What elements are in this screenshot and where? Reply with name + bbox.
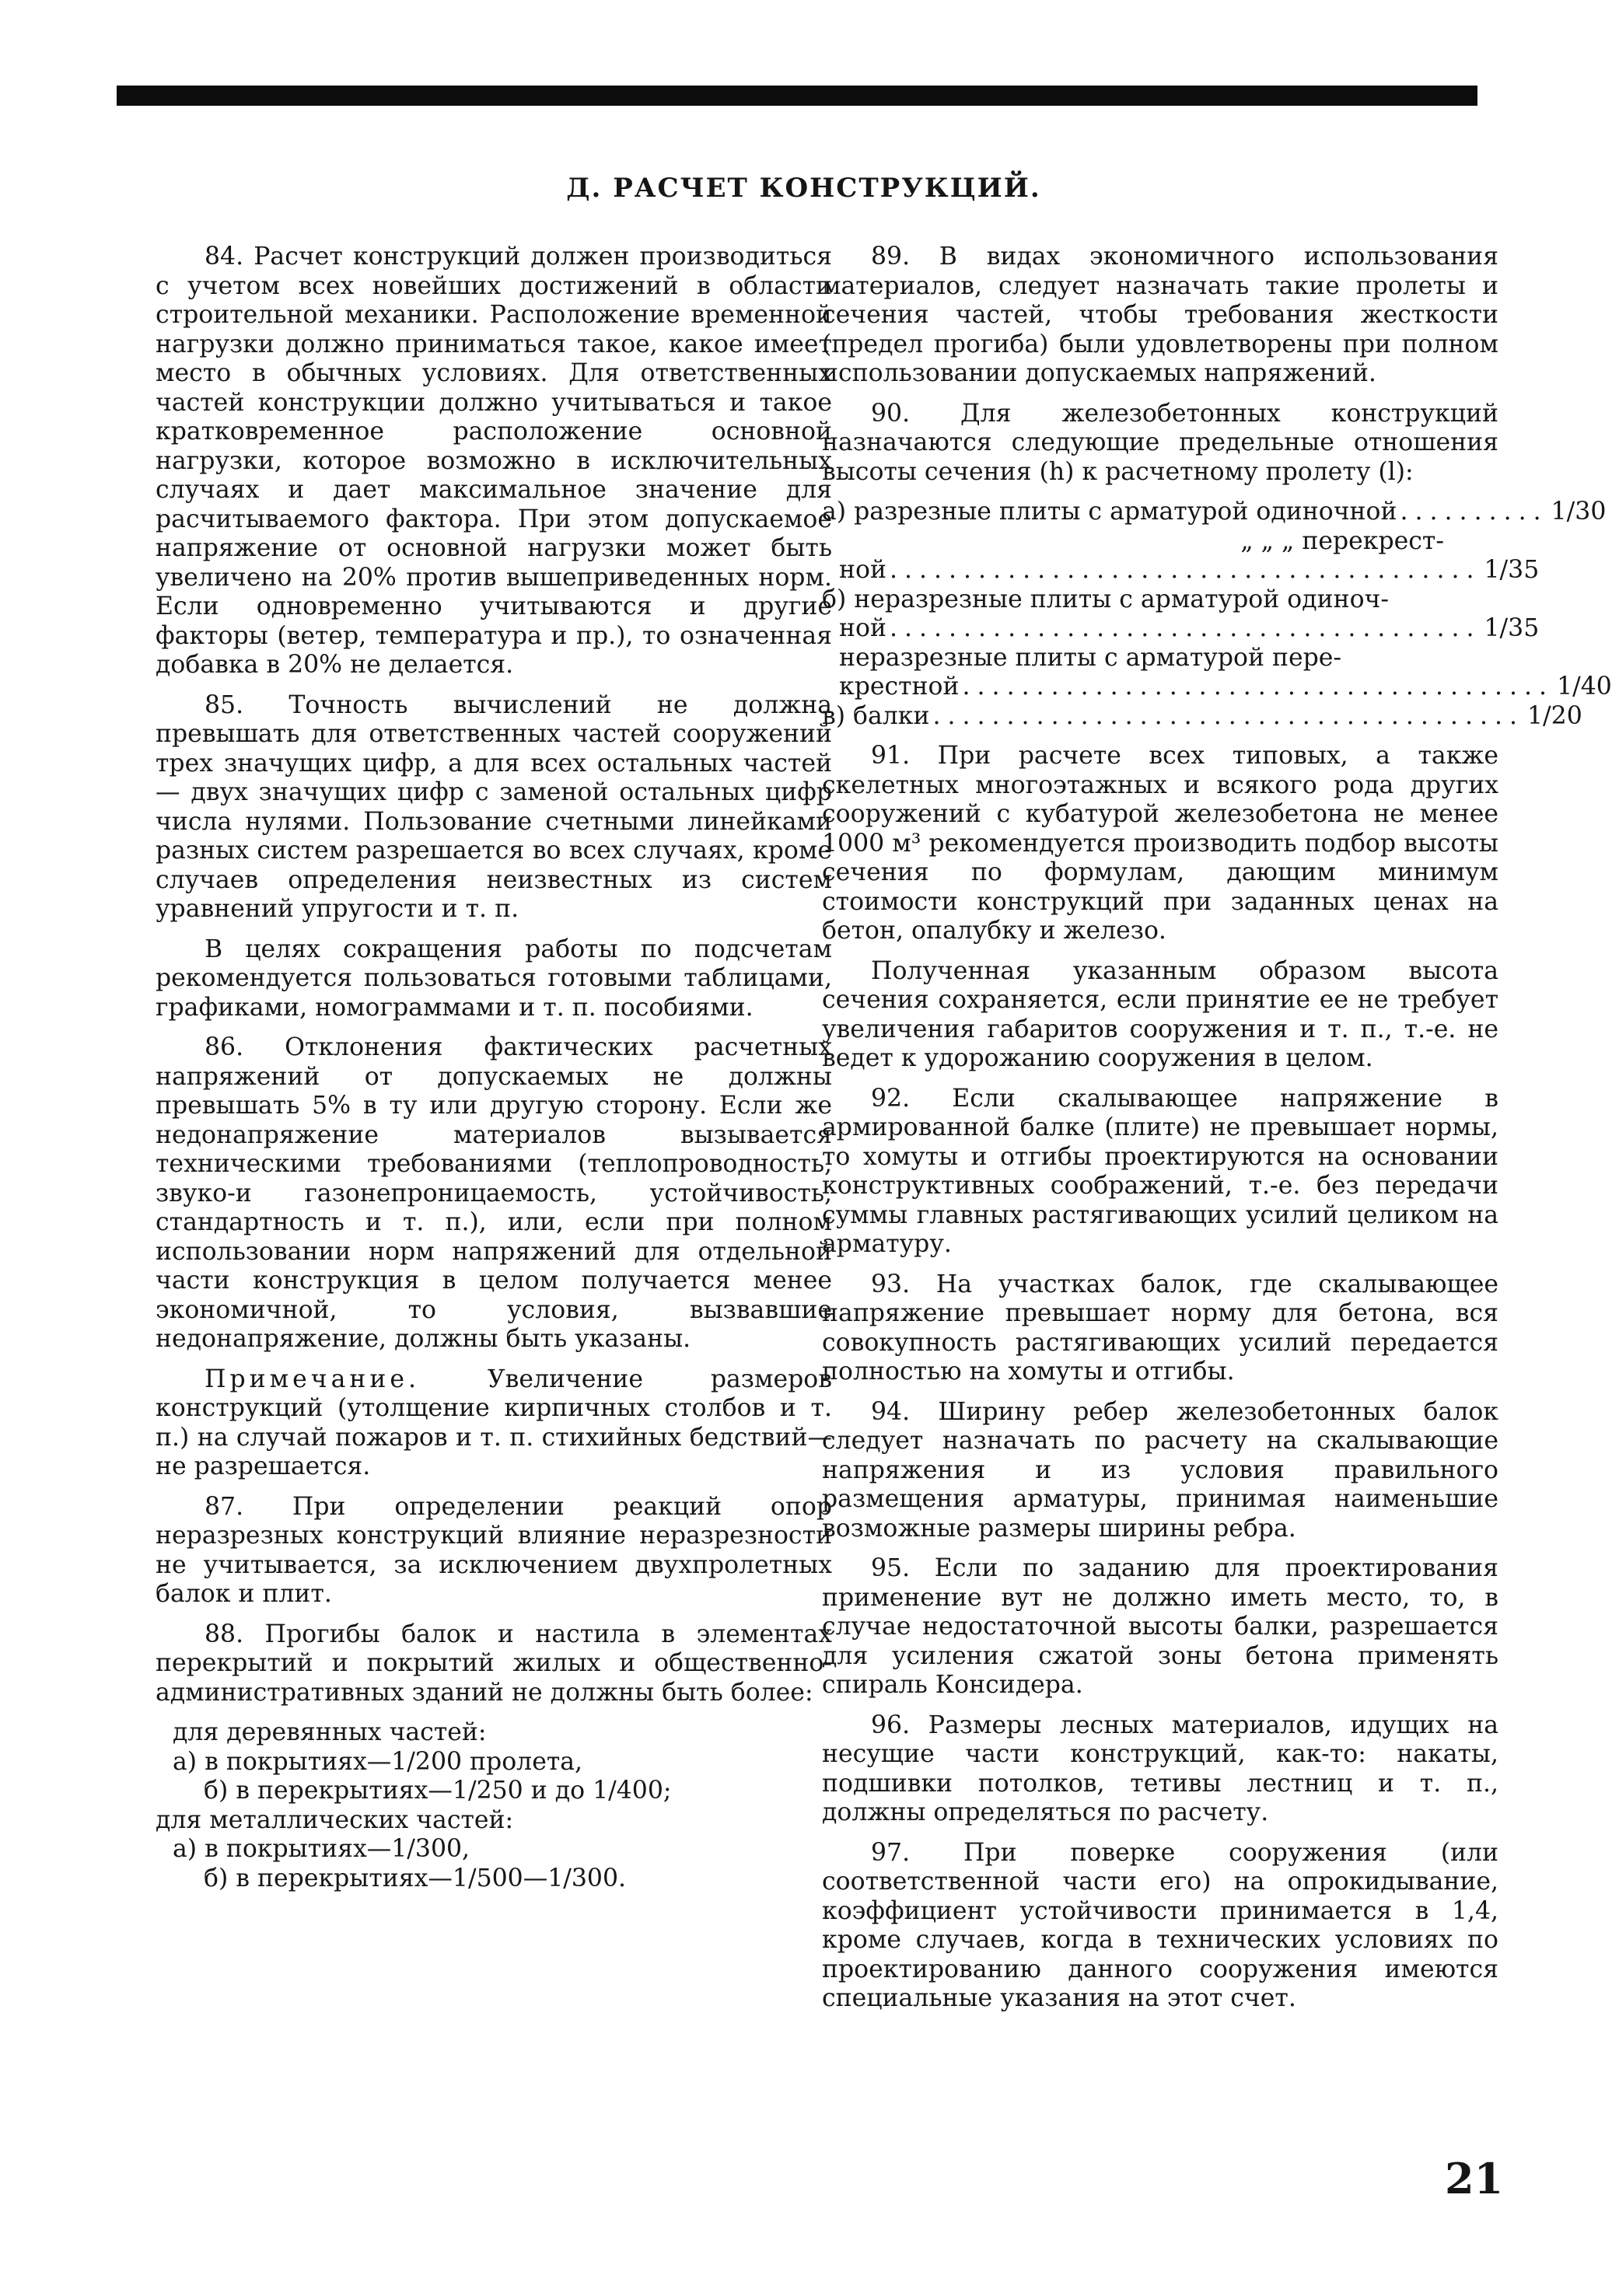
section-title: Д. РАСЧЕТ КОНСТРУКЦИЙ.: [566, 173, 1041, 204]
right-column: [822, 243, 1612, 2025]
dot-leader: ..........: [1400, 498, 1548, 526]
paragraph-93: 93. На участках балок, где скалывающее напряжение превышает норму для бетона, вся совокупность растягивающих усилий передается полностью на хомуты и отгибы.: [822, 1270, 1498, 1386]
top-rule: [117, 86, 1477, 106]
paragraph-88: 88. Прогибы балок и настила в элементах перекрытий и покрытий жилых и общественно-административных зданий не должны быть более:: [156, 1620, 832, 1707]
paragraph-94: 94. Ширину ребер железобетонных балок следует назначать по расчету на скалывающие напряжения и из условия правильного размещения арматуры, принимая наименьшие возможные размеры ширины ребра.: [822, 1397, 1498, 1543]
dot-leader: ........................................: [962, 673, 1554, 701]
paragraph-84: 84. Расчет конструкций должен производиться с учетом всех новейших достижений в области строительной механики. Расположение временной нагрузки должно приниматься такое, какое имеет место в обычных условиях. Для ответственных частей конструкции должно учитываться и такое кратковременное расположение основной нагрузки, которое возможно в исключительных случаях и дает максимальное значение для расчитываемого фактора. При этом допускаемое напряжение от основной нагрузки может быть увеличено на 20% против вышеприведенных норм. Если одновременно учитываются и другие факторы (ветер, температура и пр.), то означенная добавка в 20% не делается.: [156, 243, 832, 679]
dot-leader: ........................................: [889, 614, 1481, 642]
paragraph-92: 92. Если скалывающее напряжение в армированной балке (плите) не превышает нормы, то хомуты и отгибы проектируются на основании конструктивных соображений, т.-е. без передачи суммы главных растягивающих усилий целиком на арматуру.: [822, 1084, 1498, 1258]
wood-heading: для деревянных частей:: [173, 1718, 487, 1746]
span-ratio-label: ной: [839, 614, 886, 642]
wood-item-a: а) в покрытиях—1/200 пролета,: [173, 1747, 583, 1776]
paragraph-85-continued: В целях сокращения работы по подсчетам рекомендуется пользоваться готовыми таблицами, графиками, номограммами и т. п. пособиями.: [156, 935, 832, 1022]
span-ratio-label: ной: [839, 556, 886, 584]
paragraph-95: 95. Если по заданию для проектирования применение вут не должно иметь место, то, в случае недостаточной высоты балки, разрешается для усиления сжатой зоны бетона применять спираль Консидера.: [822, 1554, 1498, 1699]
span-ratio-label: неразрезные плиты с арматурой пере-: [839, 643, 1342, 672]
span-ratio-row: [822, 614, 1540, 644]
dot-leader: ........................................: [889, 556, 1481, 584]
paragraph-97: 97. При поверке сооружения (или соответственной части его) на опрокидывание, коэффициент устойчивости принимается в 1,4, кроме случаев, когда в технических условиях по проектированию данного сооружения имеются специальные указания на этот счет.: [822, 1838, 1498, 2012]
span-ratio-value: 1/35: [1484, 614, 1540, 642]
span-ratio-label: а) разрезные плиты с арматурой одиночной: [822, 498, 1397, 526]
paragraph-91: 91. При расчете всех типовых, а также скелетных многоэтажных и всякого рода других сооружений с кубатурой железобетона не менее 1000 м³ рекомендуется производить подбор высоты сечения по формулам, дающим минимум стоимости конструкций при заданных ценах на бетон, опалубку и железо.: [822, 742, 1498, 945]
span-ratio-row: [822, 498, 1607, 527]
paragraph-90: 90. Для железобетонных конструкций назначаются следующие предельные отношения высоты сечения (h) к расчетному пролету (l):: [822, 399, 1498, 486]
span-ratio-list: [822, 498, 1612, 731]
span-ratio-value: 1/20: [1527, 701, 1582, 730]
note-label: Примечание.: [205, 1365, 421, 1393]
metal-heading: для металлических частей:: [156, 1805, 514, 1834]
span-ratio-row: [822, 673, 1612, 702]
paragraph-85: 85. Точность вычислений не должна превышать для ответственных частей сооружений трех значущих цифр, а для всех остальных частей— двух значущих цифр с заменой остальных цифр числа нулями. Пользование счетными линейками разных систем разрешается во всех случаях, кроме случаев определения неизвестных из систем уравнений упругости и т. п.: [156, 690, 832, 923]
dot-leader: ........................................: [932, 701, 1525, 730]
span-ratio-value: 1/30: [1551, 498, 1607, 526]
left-column: [156, 243, 832, 1904]
metal-item-a: а) в покрытиях—1/300,: [173, 1835, 470, 1863]
page-number: 21: [1445, 2154, 1504, 2203]
paragraph-87: 87. При определении реакций опор неразрезных конструкций влияние неразрезности не учитывается, за исключением двухпролетных балок и плит.: [156, 1492, 832, 1608]
paragraph-96: 96. Размеры лесных материалов, идущих на несущие части конструкций, как-то: накаты, подшивки потолков, тетивы лестниц и т. п., должны определяться по расчету.: [822, 1711, 1498, 1826]
span-ratio-row: [822, 556, 1540, 585]
span-ratio-value: 1/40: [1557, 673, 1612, 701]
span-ratio-label: в) балки: [822, 701, 930, 730]
paragraph-86: 86. Отклонения фактических расчетных напряжений от допускаемых не должны превышать 5% в ту или другую сторону. Если же недонапряжение материалов вызывается техническими требованиями (теплопроводность, звуко-и газонепроницаемость, устойчивость, стандартность и т. п.), или, если при полном использовании норм напряжений для отдельной части конструкция в целом получается менее экономичной, то условия, вызвавшие недонапряжение, должны быть указаны.: [156, 1033, 832, 1353]
note-text: Увеличение размеров конструкций (утолщение кирпичных столбов и т. п.) на случай пожаров и т. п. стихийных бедствий— не разрешается.: [156, 1365, 832, 1480]
span-ratio-label: крестной: [839, 673, 960, 701]
metal-item-b: б) в перекрытиях—1/500—1/300.: [204, 1864, 627, 1892]
span-ratio-row: [822, 701, 1582, 732]
paragraph-91-continued: Полученная указанным образом высота сечения сохраняется, если принятие ее не требует увеличения габаритов сооружения и т. п., т.-е. не ведет к удорожанию сооружения в целом.: [822, 956, 1498, 1072]
span-ratio-value: 1/35: [1484, 556, 1540, 584]
note-paragraph: [156, 1365, 832, 1482]
span-ratio-label: б) неразрезные плиты с арматурой одиноч-: [822, 585, 1390, 613]
span-ratio-label: „ „ „ перекрест-: [1240, 526, 1444, 555]
deflection-limits: [156, 1718, 832, 1893]
paragraph-89: 89. В видах экономичного использования материалов, следует назначать такие пролеты и сечения частей, чтобы требования жесткости (предел прогиба) были удовлетворены при полном использовании допускаемых напряжений.: [822, 243, 1498, 387]
wood-item-b: б) в перекрытиях—1/250 и до 1/400;: [204, 1777, 672, 1805]
